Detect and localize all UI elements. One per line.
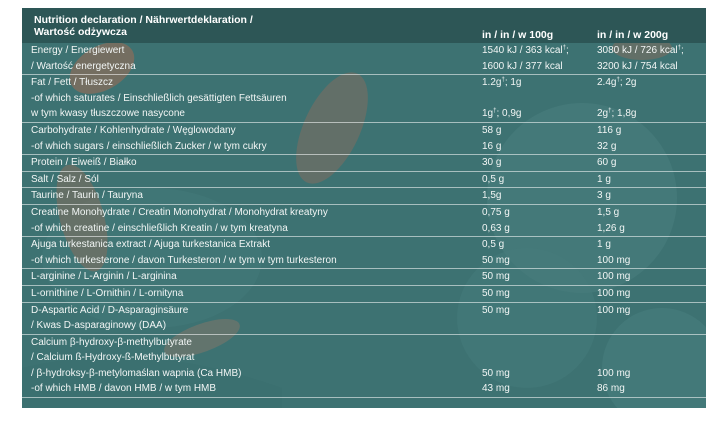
value-200g-text: 1,5 g xyxy=(597,206,620,218)
nutrient-label: Salt / Salz / Sól xyxy=(31,173,99,185)
table-row xyxy=(22,286,706,303)
value-200g xyxy=(597,366,630,382)
table-line xyxy=(22,91,706,107)
table-row xyxy=(22,155,706,172)
value-200g xyxy=(597,269,630,285)
table-line xyxy=(22,205,706,221)
value-200g-text: 3200 kJ / 754 kcal xyxy=(597,60,678,72)
value-200g-text: 100 mg xyxy=(597,254,631,266)
value-100g xyxy=(482,172,504,188)
value-100g-text: 0,5 g xyxy=(482,239,505,251)
value-200g xyxy=(597,172,611,188)
column-header-200g: in / in / w 200g xyxy=(597,29,669,41)
value-100g xyxy=(482,286,510,302)
nutrient-label: Calcium β-hydroxy-β-methylbutyrate xyxy=(31,336,192,348)
footnote-mark: † xyxy=(608,108,612,115)
table-row xyxy=(22,335,706,398)
nutrient-label: / Wartość energetyczna xyxy=(31,60,136,72)
value-200g-text: 1 g xyxy=(597,239,611,251)
table-line xyxy=(22,221,706,237)
value-100g-text: 30 g xyxy=(482,157,502,169)
nutrient-label: / Calcium ß-Hydroxy-ß-Methylbutyrat xyxy=(31,352,195,364)
table-line xyxy=(22,350,706,366)
value-100g-text: 50 mg xyxy=(482,287,510,299)
nutrient-label: w tym kwasy tłuszczowe nasycone xyxy=(31,108,185,120)
value-100g xyxy=(482,106,522,122)
nutrient-label: Creatine Monohydrate / Creatin Monohydrat / Monohydrat kreatyny xyxy=(31,206,328,218)
nutrition-panel xyxy=(22,8,706,408)
table-row xyxy=(22,123,706,155)
value-100g xyxy=(482,381,510,397)
nutrient-label: / Kwas D-asparaginowy (DAA) xyxy=(31,320,167,332)
value-200g xyxy=(597,106,637,122)
nutrient-label: -of which creatine / einschließlich Kreatin / w tym kreatyna xyxy=(31,222,288,234)
nutrient-label: Protein / Eiweiß / Białko xyxy=(31,157,137,169)
value-200g-text: 116 g xyxy=(597,124,622,136)
value-100g xyxy=(482,269,510,285)
footnote-mark: † xyxy=(562,45,566,51)
value-100g-text: 1540 kJ / 363 kcal xyxy=(482,45,563,56)
value-100g-text: 58 g xyxy=(482,124,502,136)
nutrient-label: / β-hydroksy-β-metylomaślan wapnia (Ca HMB) xyxy=(31,367,242,379)
value-200g-suffix: ; xyxy=(680,45,684,56)
value-100g-text: 1,5g xyxy=(482,190,502,202)
value-200g-text: 1 g xyxy=(597,173,611,185)
value-100g xyxy=(482,139,501,155)
value-200g-text: 86 mg xyxy=(597,383,625,395)
table-row xyxy=(22,75,706,123)
value-200g-suffix: ; 2g xyxy=(619,77,637,89)
table-line xyxy=(22,253,706,269)
value-200g-text: 60 g xyxy=(597,157,617,169)
nutrient-label: -of which sugars / einschließlich Zucker / w tym cukry xyxy=(31,140,267,152)
nutrition-table xyxy=(22,8,706,398)
value-100g-suffix: ; 1g xyxy=(504,77,522,89)
footnote-mark: † xyxy=(493,108,497,115)
value-100g xyxy=(482,59,563,75)
value-200g-text: 3080 kJ / 726 kcal xyxy=(597,45,678,56)
footnote-mark: † xyxy=(501,77,505,84)
table-line xyxy=(22,106,706,122)
value-200g xyxy=(597,59,678,75)
table-title xyxy=(34,14,253,38)
value-200g-text: 2.4g xyxy=(597,77,617,89)
value-200g-suffix: ; 1,8g xyxy=(611,108,637,120)
value-100g xyxy=(482,237,504,253)
table-line xyxy=(22,59,706,75)
value-200g-text: 100 mg xyxy=(597,287,631,299)
table-row xyxy=(22,269,706,286)
value-100g xyxy=(482,123,501,139)
table-line xyxy=(22,123,706,139)
value-200g-text: 1,26 g xyxy=(597,222,625,234)
value-100g xyxy=(482,221,510,237)
value-100g-text: 1.2g xyxy=(482,77,502,89)
nutrient-label: Energy / Energiewert xyxy=(31,45,125,56)
footnote-mark: † xyxy=(616,77,620,84)
table-row xyxy=(22,188,706,205)
value-100g xyxy=(482,43,569,59)
footnote-mark: † xyxy=(677,45,681,51)
value-100g-text: 43 mg xyxy=(482,383,510,395)
value-200g-text: 3 g xyxy=(597,190,611,202)
value-100g-suffix: ; 0,9g xyxy=(496,108,522,120)
table-line xyxy=(22,318,706,334)
value-200g xyxy=(597,43,684,59)
table-line xyxy=(22,303,706,319)
table-line xyxy=(22,381,706,397)
table-title-line: Nutrition declaration / Nährwertdeklaration / xyxy=(34,14,253,26)
value-100g-text: 16 g xyxy=(482,140,502,152)
value-100g-text: 50 mg xyxy=(482,254,510,266)
column-header-100g: in / in / w 100g xyxy=(482,29,554,41)
value-100g xyxy=(482,303,510,319)
nutrient-label: -of which turkesterone / davon Turkesteron / w tym w tym turkesteron xyxy=(31,254,337,266)
value-100g-text: 1g xyxy=(482,108,494,120)
value-100g xyxy=(482,155,501,171)
nutrient-label: Carbohydrate / Kohlenhydrate / Węglowodany xyxy=(31,124,236,136)
table-line xyxy=(22,43,706,59)
value-100g-text: 50 mg xyxy=(482,304,510,316)
nutrient-label: -of which saturates / Einschließlich gesättigten Fettsäuren xyxy=(31,92,287,104)
value-100g-suffix: ; xyxy=(565,45,569,56)
value-200g-text: 2g xyxy=(597,108,609,120)
value-100g-text: 0,5 g xyxy=(482,173,505,185)
table-line xyxy=(22,172,706,188)
value-200g xyxy=(597,155,616,171)
value-200g xyxy=(597,303,630,319)
table-line xyxy=(22,139,706,155)
nutrient-label: Fat / Fett / Tłuszcz xyxy=(31,77,114,89)
value-200g-text: 100 mg xyxy=(597,271,631,283)
nutrient-label: Ajuga turkestanica extract / Ajuga turkestanica Extrakt xyxy=(31,239,271,251)
table-row xyxy=(22,237,706,269)
nutrient-label: D-Aspartic Acid / D-Asparaginsäure xyxy=(31,304,189,316)
table-line xyxy=(22,155,706,171)
value-100g-text: 1600 kJ / 377 kcal xyxy=(482,60,563,72)
value-100g xyxy=(482,75,522,91)
value-200g-text: 100 mg xyxy=(597,367,631,379)
value-200g xyxy=(597,205,619,221)
table-line xyxy=(22,269,706,285)
value-100g-text: 50 mg xyxy=(482,367,510,379)
value-200g xyxy=(597,139,616,155)
nutrient-label: -of which HMB / davon HMB / w tym HMB xyxy=(31,383,217,395)
table-row xyxy=(22,205,706,237)
value-100g xyxy=(482,205,510,221)
table-row xyxy=(22,43,706,75)
value-200g xyxy=(597,75,637,91)
value-100g-text: 0,63 g xyxy=(482,222,510,234)
value-200g xyxy=(597,381,625,397)
table-line xyxy=(22,75,706,91)
value-200g xyxy=(597,188,611,204)
value-100g xyxy=(482,188,501,204)
table-line xyxy=(22,335,706,351)
value-200g-text: 32 g xyxy=(597,140,617,152)
value-100g xyxy=(482,366,510,382)
table-line xyxy=(22,188,706,204)
table-line xyxy=(22,366,706,382)
value-200g xyxy=(597,123,621,139)
table-body xyxy=(22,43,706,398)
nutrient-label: L-arginine / L-Arginin / L-arginina xyxy=(31,271,177,283)
value-200g xyxy=(597,286,630,302)
value-200g-text: 100 mg xyxy=(597,304,631,316)
table-title-line: Wartość odżywcza xyxy=(34,26,127,38)
value-100g-text: 50 mg xyxy=(482,271,510,283)
value-100g xyxy=(482,253,510,269)
table-line xyxy=(22,286,706,302)
table-row xyxy=(22,303,706,335)
value-100g-text: 0,75 g xyxy=(482,206,510,218)
value-200g xyxy=(597,221,625,237)
value-200g xyxy=(597,253,630,269)
table-row xyxy=(22,172,706,189)
table-header xyxy=(22,8,706,43)
nutrient-label: Taurine / Taurin / Tauryna xyxy=(31,190,143,202)
table-line xyxy=(22,237,706,253)
nutrient-label: L-ornithine / L-Ornithin / L-ornityna xyxy=(31,287,184,299)
value-200g xyxy=(597,237,611,253)
